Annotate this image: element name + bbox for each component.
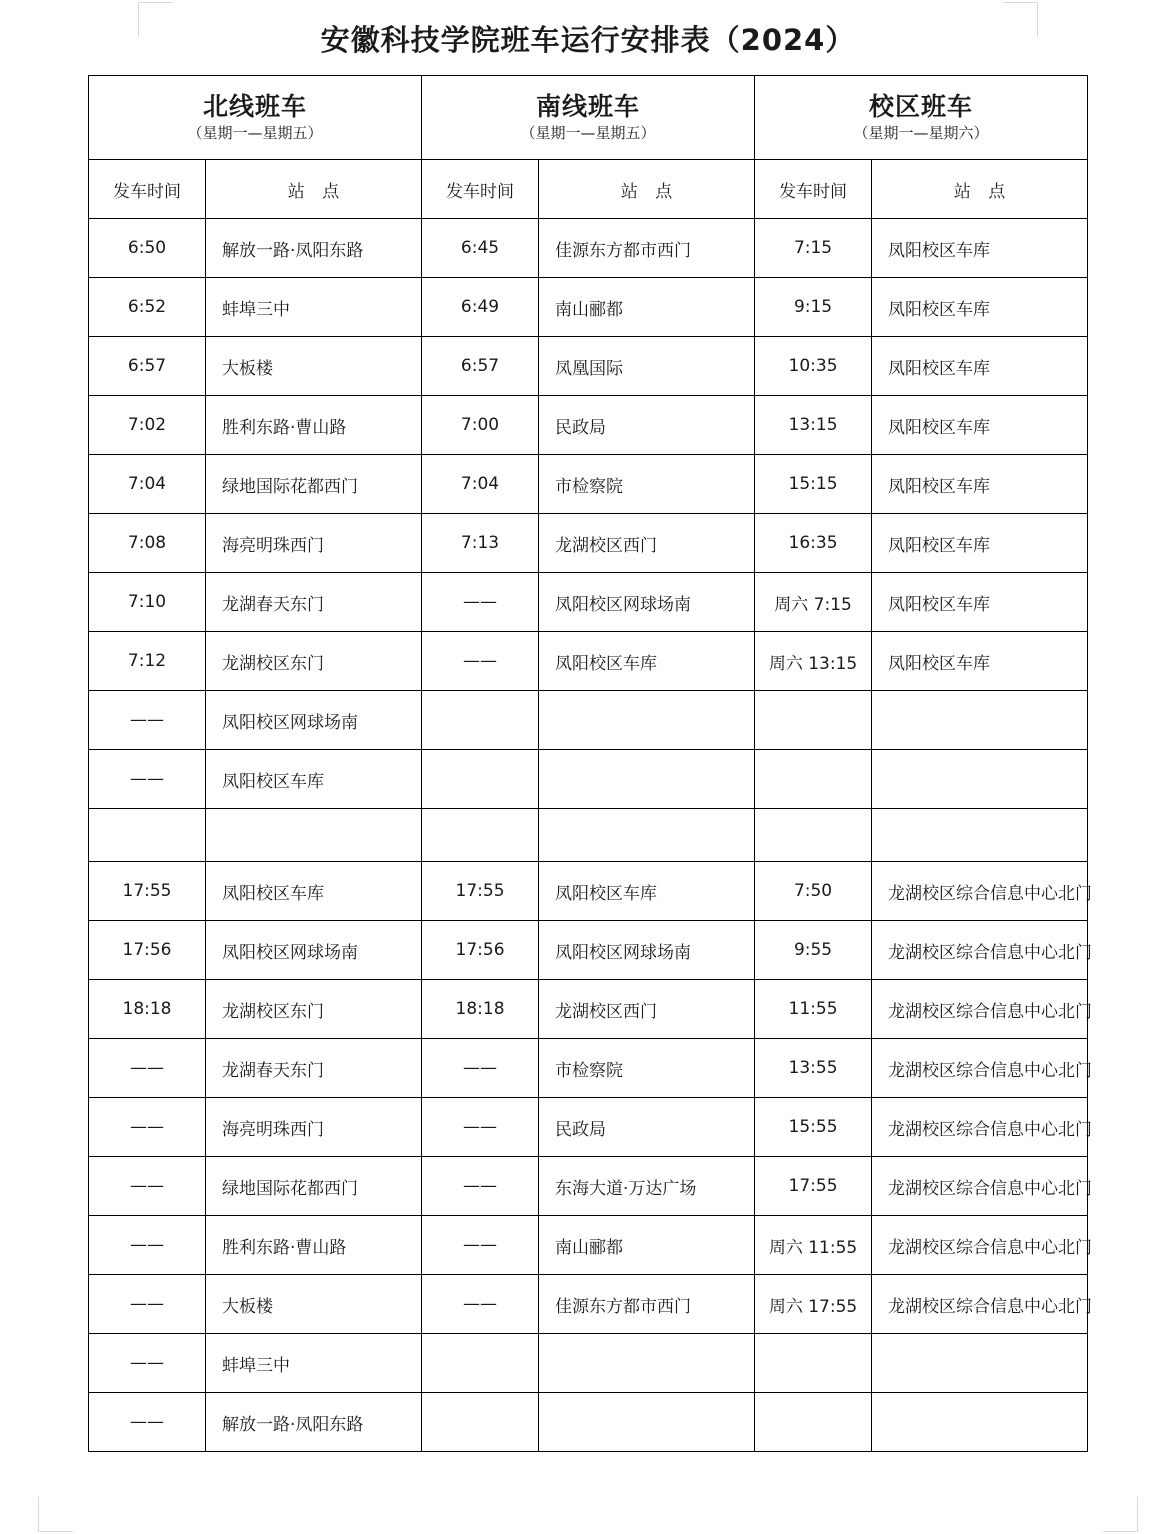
cell-departure-time-north: —— <box>89 1275 206 1334</box>
route-name-campus: 校区班车 <box>869 91 974 121</box>
table-row <box>89 396 1088 455</box>
cell-stop-name-south: 民政局 <box>539 1098 755 1157</box>
cell-stop-name-campus <box>872 691 1088 750</box>
cell-departure-time-campus: 7:50 <box>755 862 872 921</box>
cell-departure-time-campus: 15:55 <box>755 1098 872 1157</box>
cell-departure-time-north: —— <box>89 750 206 809</box>
table-header <box>89 76 1088 219</box>
cell-departure-time-campus: 11:55 <box>755 980 872 1039</box>
cell-stop-name-campus: 凤阳校区车库 <box>872 278 1088 337</box>
cell-departure-time-south: 17:55 <box>422 862 539 921</box>
table-row <box>89 1157 1088 1216</box>
cell-stop-name-campus <box>872 1393 1088 1452</box>
page-title: 安徽科技学院班车运行安排表（2024） <box>320 23 856 57</box>
cell-stop-name-campus: 龙湖校区综合信息中心北门 <box>872 1275 1088 1334</box>
table-row <box>89 921 1088 980</box>
cell-stop-name-north: 解放一路·凤阳东路 <box>206 219 422 278</box>
cell-stop-name-campus <box>872 1334 1088 1393</box>
table-body <box>89 219 1093 1452</box>
cell-stop-name-south: 市检察院 <box>539 1039 755 1098</box>
cell-stop-name-north: 胜利东路·曹山路 <box>206 1216 422 1275</box>
cell-departure-time-south <box>422 691 539 750</box>
cell-departure-time-campus <box>755 750 872 809</box>
cell-departure-time-south: 7:13 <box>422 514 539 573</box>
table-row <box>89 455 1088 514</box>
cell-departure-time-campus: 15:15 <box>755 455 872 514</box>
cell-stop-name-north: 龙湖春天东门 <box>206 1039 422 1098</box>
table-row <box>89 980 1088 1039</box>
cell-departure-time-campus: 9:55 <box>755 921 872 980</box>
cell-departure-time-south: —— <box>422 1275 539 1334</box>
cell-departure-time-campus: 周六 11:55 <box>755 1216 872 1275</box>
table-row <box>89 809 1088 862</box>
cell-stop-name-south: 龙湖校区西门 <box>539 514 755 573</box>
route-header-south <box>422 76 755 160</box>
cell-stop-name-north: 大板楼 <box>206 1275 422 1334</box>
cell-departure-time-campus: 13:55 <box>755 1039 872 1098</box>
cell-stop-name-north: 大板楼 <box>206 337 422 396</box>
cell-stop-name-north: 海亮明珠西门 <box>206 1098 422 1157</box>
cell-stop-name-campus: 龙湖校区综合信息中心北门 <box>872 1157 1088 1216</box>
cell-departure-time-north: 6:57 <box>89 337 206 396</box>
cell-stop-name-campus: 龙湖校区综合信息中心北门 <box>872 921 1088 980</box>
column-header-stop-campus: 站 点 <box>872 160 1088 219</box>
cell-stop-name-south: 南山郦都 <box>539 1216 755 1275</box>
route-days-campus: （星期一—星期六） <box>853 123 989 142</box>
crop-mark-top-right <box>1003 2 1038 37</box>
cell-stop-name-north: 龙湖校区东门 <box>206 632 422 691</box>
cell-departure-time-campus: 周六 7:15 <box>755 573 872 632</box>
cell-stop-name-south <box>539 750 755 809</box>
cell-stop-name-north: 凤阳校区网球场南 <box>206 921 422 980</box>
cell-stop-name-campus: 龙湖校区综合信息中心北门 <box>872 1039 1088 1098</box>
column-header-time-campus: 发车时间 <box>755 160 872 219</box>
cell-departure-time-north: —— <box>89 1393 206 1452</box>
table-row <box>89 337 1088 396</box>
cell-stop-name-south: 南山郦都 <box>539 278 755 337</box>
cell-departure-time-north: —— <box>89 1098 206 1157</box>
route-header-row <box>89 76 1088 160</box>
schedule-table-wrapper <box>88 75 1093 1452</box>
cell-stop-name-south: 凤阳校区网球场南 <box>539 573 755 632</box>
cell-stop-name-south: 东海大道·万达广场 <box>539 1157 755 1216</box>
cell-stop-name-campus: 凤阳校区车库 <box>872 219 1088 278</box>
route-header-campus <box>755 76 1088 160</box>
column-header-stop-north: 站 点 <box>206 160 422 219</box>
cell-stop-name-north: 凤阳校区网球场南 <box>206 691 422 750</box>
cell-stop-name-north: 胜利东路·曹山路 <box>206 396 422 455</box>
cell-departure-time-north: 7:12 <box>89 632 206 691</box>
table-row <box>89 1334 1088 1393</box>
cell-stop-name-north: 解放一路·凤阳东路 <box>206 1393 422 1452</box>
cell-stop-name-campus: 龙湖校区综合信息中心北门 <box>872 862 1088 921</box>
table-row <box>89 632 1088 691</box>
column-header-time-south: 发车时间 <box>422 160 539 219</box>
cell-stop-name-south <box>539 809 755 862</box>
route-name-north: 北线班车 <box>203 91 308 121</box>
cell-stop-name-south: 龙湖校区西门 <box>539 980 755 1039</box>
cell-departure-time-north: 18:18 <box>89 980 206 1039</box>
cell-departure-time-south <box>422 750 539 809</box>
cell-stop-name-south: 民政局 <box>539 396 755 455</box>
cell-stop-name-campus: 龙湖校区综合信息中心北门 <box>872 1098 1088 1157</box>
cell-departure-time-south: —— <box>422 573 539 632</box>
route-header-north <box>89 76 422 160</box>
cell-stop-name-south <box>539 1393 755 1452</box>
cell-departure-time-south: 7:04 <box>422 455 539 514</box>
cell-departure-time-north: 6:50 <box>89 219 206 278</box>
cell-stop-name-north: 绿地国际花都西门 <box>206 1157 422 1216</box>
cell-departure-time-north: —— <box>89 1334 206 1393</box>
cell-stop-name-south <box>539 1334 755 1393</box>
cell-departure-time-campus <box>755 1334 872 1393</box>
table-row <box>89 1393 1088 1452</box>
cell-departure-time-south: 6:45 <box>422 219 539 278</box>
cell-departure-time-south: —— <box>422 1216 539 1275</box>
cell-stop-name-south: 凤阳校区车库 <box>539 862 755 921</box>
table-row <box>89 1216 1088 1275</box>
cell-departure-time-north: —— <box>89 691 206 750</box>
cell-departure-time-campus: 9:15 <box>755 278 872 337</box>
cell-stop-name-north: 蚌埠三中 <box>206 1334 422 1393</box>
crop-mark-top-left <box>138 2 173 37</box>
cell-departure-time-south: —— <box>422 1157 539 1216</box>
cell-stop-name-south: 凤阳校区网球场南 <box>539 921 755 980</box>
table-row <box>89 1098 1088 1157</box>
cell-departure-time-south: 17:56 <box>422 921 539 980</box>
cell-departure-time-campus <box>755 809 872 862</box>
table-row <box>89 573 1088 632</box>
column-header-stop-south: 站 点 <box>539 160 755 219</box>
cell-stop-name-north: 凤阳校区车库 <box>206 750 422 809</box>
cell-departure-time-south <box>422 1393 539 1452</box>
cell-departure-time-campus: 周六 13:15 <box>755 632 872 691</box>
cell-stop-name-campus: 凤阳校区车库 <box>872 632 1088 691</box>
cell-departure-time-south: 6:49 <box>422 278 539 337</box>
cell-departure-time-north: —— <box>89 1216 206 1275</box>
cell-departure-time-campus <box>755 1393 872 1452</box>
cell-departure-time-campus <box>755 691 872 750</box>
cell-stop-name-campus <box>872 750 1088 809</box>
column-header-time-north: 发车时间 <box>89 160 206 219</box>
route-name-south: 南线班车 <box>536 91 641 121</box>
cell-stop-name-south: 市检察院 <box>539 455 755 514</box>
cell-departure-time-north: —— <box>89 1157 206 1216</box>
table-row <box>89 691 1088 750</box>
cell-departure-time-north: 6:52 <box>89 278 206 337</box>
cell-departure-time-north: 7:02 <box>89 396 206 455</box>
cell-stop-name-north: 海亮明珠西门 <box>206 514 422 573</box>
cell-departure-time-campus: 16:35 <box>755 514 872 573</box>
cell-stop-name-north: 凤阳校区车库 <box>206 862 422 921</box>
cell-departure-time-campus: 17:55 <box>755 1157 872 1216</box>
cell-departure-time-north: 17:56 <box>89 921 206 980</box>
table-row <box>89 278 1088 337</box>
cell-stop-name-north: 蚌埠三中 <box>206 278 422 337</box>
cell-departure-time-north: 17:55 <box>89 862 206 921</box>
cell-departure-time-south: —— <box>422 1039 539 1098</box>
route-days-south: （星期一—星期五） <box>520 123 656 142</box>
cell-stop-name-campus: 龙湖校区综合信息中心北门 <box>872 980 1088 1039</box>
cell-stop-name-north: 龙湖校区东门 <box>206 980 422 1039</box>
cell-departure-time-south: 6:57 <box>422 337 539 396</box>
cell-stop-name-south: 凤阳校区车库 <box>539 632 755 691</box>
table-row <box>89 862 1088 921</box>
table-row <box>89 1039 1088 1098</box>
cell-departure-time-campus: 10:35 <box>755 337 872 396</box>
cell-departure-time-south: —— <box>422 1098 539 1157</box>
cell-departure-time-south: —— <box>422 632 539 691</box>
crop-mark-bottom-left <box>38 1497 73 1532</box>
column-header-row <box>89 160 1088 219</box>
cell-departure-time-south: 7:00 <box>422 396 539 455</box>
cell-departure-time-north: 7:10 <box>89 573 206 632</box>
cell-departure-time-south: 18:18 <box>422 980 539 1039</box>
cell-departure-time-south <box>422 809 539 862</box>
cell-departure-time-north: 7:04 <box>89 455 206 514</box>
cell-stop-name-south <box>539 691 755 750</box>
cell-stop-name-north <box>206 809 422 862</box>
cell-stop-name-campus: 凤阳校区车库 <box>872 573 1088 632</box>
cell-departure-time-north <box>89 809 206 862</box>
route-days-north: （星期一—星期五） <box>187 123 323 142</box>
cell-stop-name-campus: 龙湖校区综合信息中心北门 <box>872 1216 1088 1275</box>
cell-stop-name-campus: 凤阳校区车库 <box>872 455 1088 514</box>
crop-mark-bottom-right <box>1103 1497 1138 1532</box>
cell-stop-name-north: 绿地国际花都西门 <box>206 455 422 514</box>
cell-departure-time-north: —— <box>89 1039 206 1098</box>
cell-stop-name-south: 佳源东方都市西门 <box>539 219 755 278</box>
cell-departure-time-south <box>422 1334 539 1393</box>
table-row <box>89 750 1088 809</box>
table-row <box>89 1275 1088 1334</box>
cell-stop-name-campus: 凤阳校区车库 <box>872 514 1088 573</box>
cell-stop-name-campus: 凤阳校区车库 <box>872 396 1088 455</box>
cell-stop-name-campus <box>872 809 1088 862</box>
cell-stop-name-south: 佳源东方都市西门 <box>539 1275 755 1334</box>
cell-stop-name-south: 凤凰国际 <box>539 337 755 396</box>
table-row <box>89 219 1088 278</box>
shuttle-schedule-table <box>88 75 1093 1452</box>
cell-departure-time-campus: 13:15 <box>755 396 872 455</box>
cell-departure-time-campus: 7:15 <box>755 219 872 278</box>
table-row <box>89 514 1088 573</box>
cell-departure-time-north: 7:08 <box>89 514 206 573</box>
cell-stop-name-campus: 凤阳校区车库 <box>872 337 1088 396</box>
cell-departure-time-campus: 周六 17:55 <box>755 1275 872 1334</box>
cell-stop-name-north: 龙湖春天东门 <box>206 573 422 632</box>
